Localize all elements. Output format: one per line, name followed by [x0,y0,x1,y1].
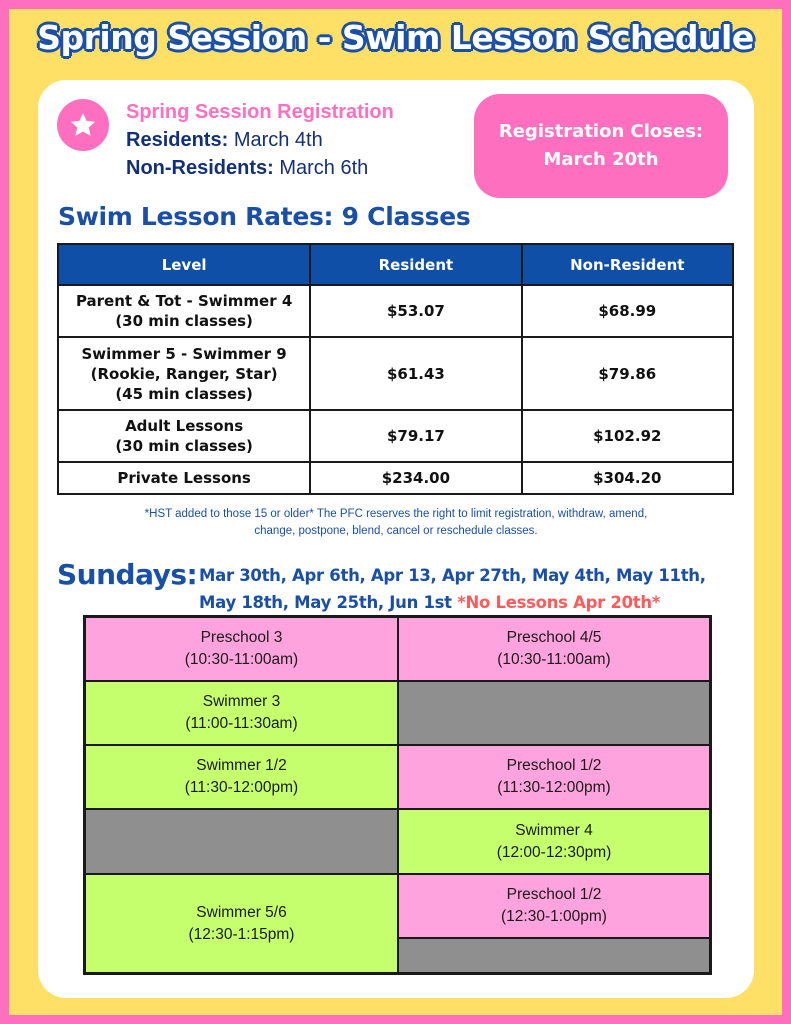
class-name: Swimmer 4 [515,821,593,839]
table-row [58,285,733,337]
level-cell [58,337,310,410]
class-time: (10:30-11:00am) [184,651,299,668]
class-time: (11:30-12:00pm) [184,779,299,796]
table-row [58,462,733,494]
level-line: (Rookie, Ranger, Star) [90,364,278,383]
class-name: Swimmer 3 [202,693,281,710]
dates-line [199,589,739,616]
nonresident-price: $102.92 [522,410,733,462]
class-slot [398,874,710,938]
level-line: Parent & Tot - Swimmer 4 [75,292,293,310]
class-name: Swimmer 5/6 [196,903,287,921]
level-line: (30 min classes) [115,437,253,455]
resident-price: $79.17 [310,410,521,462]
class-slot [85,681,398,745]
rates-header-row [58,244,733,285]
residents-registration [126,129,323,152]
empty-slot [398,938,710,973]
page-title: Spring Session - Swim Lesson Schedule [37,18,754,57]
content-card [38,80,754,998]
residents-label: Residents: [126,129,229,151]
table-row [58,410,733,462]
class-name: Preschool 3 [200,629,283,646]
dates-line: Mar 30th, Apr 6th, Apr 13, Apr 27th, May 4th, May 11th, [199,566,706,585]
level-line: (30 min classes) [115,312,253,330]
level-cell [58,285,310,337]
star-icon [57,99,109,151]
class-name: Preschool 4/5 [506,629,602,646]
level-line: Adult Lessons [125,417,244,435]
sundays-label: Sundays: [57,558,198,591]
resident-price: $53.07 [310,285,521,337]
empty-slot [85,809,398,874]
dates-line-2: May 18th, May 25th, Jun 1st [199,593,458,612]
resident-price: $61.43 [310,337,521,410]
table-row [58,337,733,410]
level-line: Swimmer 5 - Swimmer 9 [81,344,287,363]
class-time: (10:30-11:00am) [497,651,611,668]
rates-heading: Swim Lesson Rates: 9 Classes [58,202,471,231]
disclaimer [68,506,724,540]
class-slot [85,617,398,681]
closes-label: Registration Closes: [498,121,704,142]
nonresident-price: $304.20 [522,462,733,494]
residents-date: March 4th [233,129,323,151]
class-time: (11:00-11:30am) [185,715,298,732]
class-name: Preschool 1/2 [506,886,602,903]
resident-price: $234.00 [310,462,521,494]
class-name: Swimmer 1/2 [196,757,287,774]
level-cell [58,462,310,494]
header-nonresident: Non-Resident [522,244,733,285]
registration-heading: Spring Session Registration [126,101,394,123]
class-slot [85,874,398,973]
rates-table [57,243,734,495]
empty-slot [398,681,710,745]
header-resident: Resident [310,244,521,285]
disclaimer-line: change, postpone, blend, cancel or reschedule classes. [254,525,538,537]
class-slot [398,617,710,681]
schedule-grid [83,615,712,975]
disclaimer-line: *HST added to those 15 or older* The PFC reserves the right to limit registration, withdraw, amend, [144,508,648,520]
registration-closes-badge [474,94,728,198]
level-line: (45 min classes) [115,384,253,403]
sundays-dates [199,562,739,616]
no-lessons-note: *No Lessons Apr 20th* [457,593,661,612]
level-line: Private Lessons [117,469,251,487]
header-level: Level [58,244,310,285]
nonresidents-label: Non-Residents: [126,157,274,179]
level-cell [58,410,310,462]
nonresidents-date: March 6th [279,157,369,179]
closes-date: March 20th [543,149,659,170]
class-slot [85,745,398,809]
class-time: (12:30-1:00pm) [501,908,607,925]
nonresident-price: $79.86 [522,337,733,410]
nonresidents-registration [126,157,368,180]
class-slot [398,745,710,809]
class-time: (11:30-12:00pm) [497,779,611,796]
class-slot [398,809,710,874]
nonresident-price: $68.99 [522,285,733,337]
class-time: (12:30-1:15pm) [188,925,295,943]
class-name: Preschool 1/2 [506,757,602,774]
class-time: (12:00-12:30pm) [496,843,612,861]
